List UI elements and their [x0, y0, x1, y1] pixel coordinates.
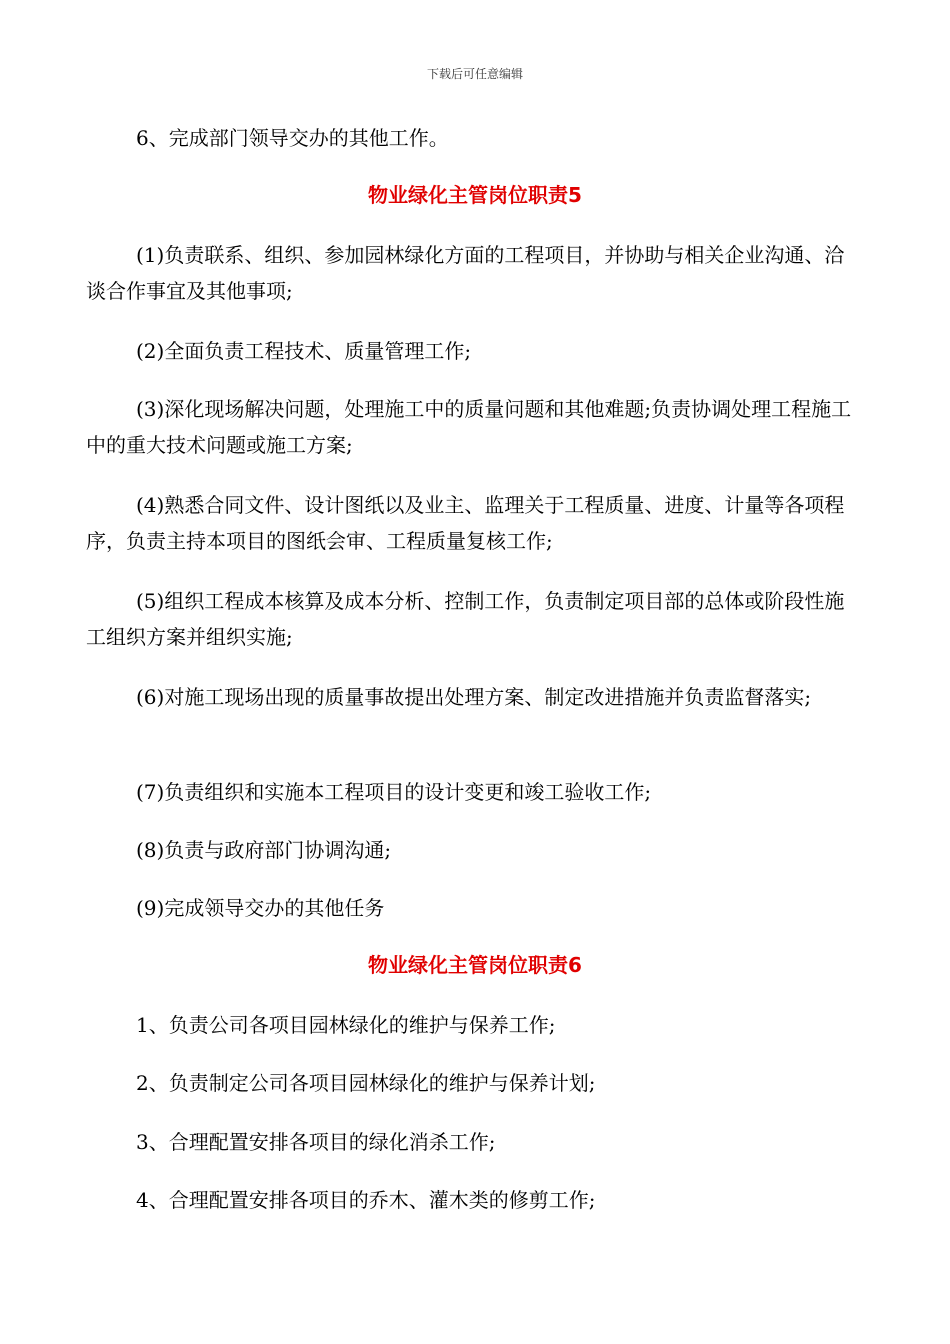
- section5-item-1: (1)负责联系、组织、参加园林绿化方面的工程项目，并协助与相关企业沟通、洽谈合作事宜及其他事项;: [86, 243, 845, 303]
- section6-item-4: 4、合理配置安排各项目的乔木、灌木类的修剪工作;: [136, 1188, 596, 1212]
- section5-item-4: (4)熟悉合同文件、设计图纸以及业主、监理关于工程质量、进度、计量等各项程序，负责主持本项目的图纸会审、工程质量复核工作;: [86, 493, 845, 553]
- page-header: 下载后可任意编辑: [426, 67, 523, 81]
- section5-item-7: (7)负责组织和实施本工程项目的设计变更和竣工验收工作;: [136, 780, 652, 804]
- section6-item-3: 3、合理配置安排各项目的绿化消杀工作;: [136, 1130, 496, 1154]
- section6-item-1: 1、负责公司各项目园林绿化的维护与保养工作;: [136, 1013, 556, 1037]
- section5-item-5: (5)组织工程成本核算及成本分析、控制工作，负责制定项目部的总体或阶段性施工组织方案并组织实施;: [86, 589, 845, 649]
- section5-item-2: (2)全面负责工程技术、质量管理工作;: [136, 339, 472, 363]
- section5-item-6: (6)对施工现场出现的质量事故提出处理方案、制定改进措施并负责监督落实;: [136, 685, 812, 709]
- section6-title: 物业绿化主管岗位职责6: [368, 953, 582, 977]
- intro-item: 6、完成部门领导交办的其他工作。: [136, 126, 449, 150]
- section5-item-8: (8)负责与政府部门协调沟通;: [136, 838, 392, 862]
- section5-title: 物业绿化主管岗位职责5: [368, 183, 582, 207]
- section6-item-2: 2、负责制定公司各项目园林绿化的维护与保养计划;: [136, 1071, 596, 1095]
- section5-item-9: (9)完成领导交办的其他任务: [136, 896, 385, 920]
- section5-item-3: (3)深化现场解决问题，处理施工中的质量问题和其他难题;负责协调处理工程施工中的重大技术问题或施工方案;: [86, 397, 852, 457]
